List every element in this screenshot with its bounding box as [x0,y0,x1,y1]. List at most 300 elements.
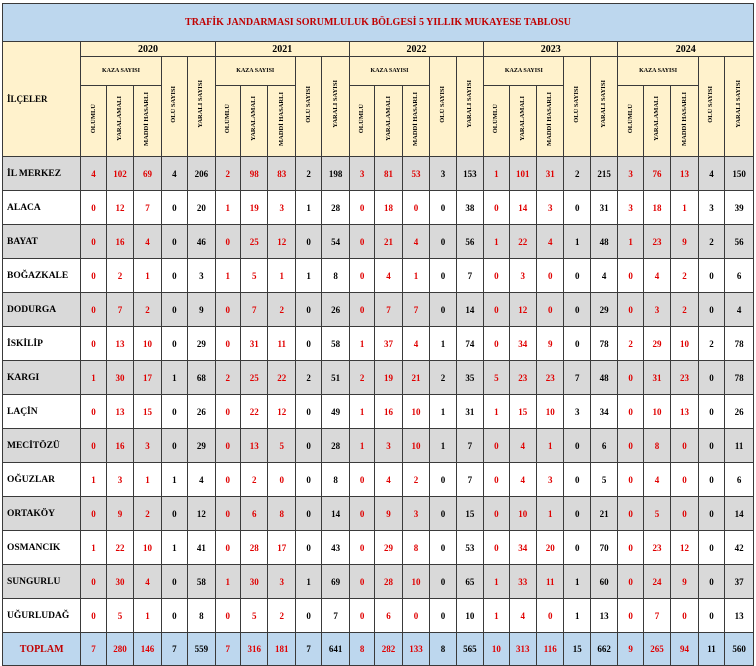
data-cell: 48 [590,361,617,395]
data-cell: 0 [564,259,590,293]
data-cell: 4 [537,225,564,259]
data-cell: 19 [241,191,268,225]
data-cell: 0 [564,293,590,327]
data-cell: 0 [618,293,643,327]
data-cell: 5 [268,429,295,463]
data-cell: 10 [537,395,564,429]
data-cell: 4 [509,429,536,463]
accident-type-header [106,86,133,157]
data-cell: 662 [590,633,617,666]
data-cell: 0 [671,463,698,497]
table-row [3,395,754,429]
data-cell: 0 [215,327,240,361]
data-cell: 0 [618,531,643,565]
data-cell: 3 [268,565,295,599]
header-label: MADDİ HASARLI [546,91,554,146]
data-cell: 0 [215,497,240,531]
injured-count-header [590,57,617,157]
data-cell: 0 [161,259,187,293]
data-cell: 2 [241,463,268,497]
data-cell: 34 [509,531,536,565]
data-cell: 29 [188,429,215,463]
data-cell: 0 [161,599,187,633]
data-cell: 0 [349,531,374,565]
data-cell: 0 [698,463,724,497]
data-cell: 14 [725,497,754,531]
data-cell: 19 [375,361,402,395]
data-cell: 53 [402,157,429,191]
comparison-table-container [2,3,754,659]
header-label: MADDİ HASARLI [277,91,285,146]
data-cell: 1 [484,395,509,429]
data-cell: 10 [402,565,429,599]
data-cell: 25 [241,225,268,259]
data-cell: 1 [81,531,106,565]
data-cell: 0 [618,361,643,395]
header-label: ÖLÜMLÜ [89,103,97,134]
data-cell: 25 [241,361,268,395]
data-cell: 2 [295,361,321,395]
data-cell: 0 [618,259,643,293]
data-cell: 0 [671,497,698,531]
accident-type-header [268,86,295,157]
data-cell: 21 [590,497,617,531]
death-count-header [564,57,590,157]
accident-count-header: KAZA SAYISI [349,57,429,86]
data-cell: 0 [698,497,724,531]
data-cell: 316 [241,633,268,666]
death-count-header [295,57,321,157]
data-cell: 3 [134,429,161,463]
data-cell: 1 [430,327,456,361]
data-cell: 198 [322,157,349,191]
data-cell: 0 [268,463,295,497]
data-cell: 37 [725,565,754,599]
data-cell: 116 [537,633,564,666]
district-name: DODURGA [3,293,81,327]
data-cell: 4 [134,225,161,259]
data-cell: 0 [295,225,321,259]
data-cell: 31 [590,191,617,225]
data-cell: 58 [322,327,349,361]
data-cell: 5 [484,361,509,395]
data-cell: 559 [188,633,215,666]
data-cell: 13 [590,599,617,633]
data-cell: 13 [106,327,133,361]
data-cell: 48 [590,225,617,259]
data-cell: 1 [134,259,161,293]
data-cell: 76 [643,157,670,191]
data-cell: 28 [322,191,349,225]
data-cell: 0 [81,293,106,327]
data-cell: 11 [268,327,295,361]
data-cell: 1 [215,259,240,293]
data-cell: 15 [509,395,536,429]
data-cell: 0 [618,463,643,497]
header-label: YARALI SAYISI [465,80,473,128]
data-cell: 13 [241,429,268,463]
data-cell: 1 [134,599,161,633]
data-cell: 0 [161,327,187,361]
table-row [3,191,754,225]
data-cell: 23 [537,361,564,395]
data-cell: 23 [509,361,536,395]
data-cell: 0 [537,599,564,633]
data-cell: 1 [81,361,106,395]
data-cell: 31 [456,395,483,429]
header-label: YARALI SAYISI [331,80,339,128]
data-cell: 4 [643,259,670,293]
data-cell: 0 [215,225,240,259]
data-cell: 0 [430,599,456,633]
data-cell: 3 [537,191,564,225]
data-cell: 3 [564,395,590,429]
data-cell: 4 [81,157,106,191]
data-cell: 7 [161,633,187,666]
data-cell: 3 [698,191,724,225]
accident-type-header [375,86,402,157]
data-cell: 51 [322,361,349,395]
accident-type-header [509,86,536,157]
data-cell: 5 [241,259,268,293]
data-cell: 0 [698,259,724,293]
data-cell: 1 [484,157,509,191]
data-cell: 0 [81,395,106,429]
data-cell: 30 [106,565,133,599]
data-cell: 2 [430,361,456,395]
data-cell: 181 [268,633,295,666]
data-cell: 35 [456,361,483,395]
data-cell: 9 [671,565,698,599]
accident-type-header [81,86,106,157]
data-cell: 8 [349,633,374,666]
data-cell: 1 [349,429,374,463]
injured-count-header [456,57,483,157]
data-cell: 0 [671,429,698,463]
data-cell: 0 [81,599,106,633]
data-cell: 9 [671,225,698,259]
data-cell: 28 [241,531,268,565]
data-cell: 0 [430,225,456,259]
data-cell: 0 [564,531,590,565]
data-cell: 14 [322,497,349,531]
year-header: 2024 [618,42,754,57]
data-cell: 16 [375,395,402,429]
data-cell: 7 [215,633,240,666]
data-cell: 10 [484,633,509,666]
data-cell: 0 [698,429,724,463]
data-cell: 0 [295,599,321,633]
table-row [3,293,754,327]
data-cell: 0 [430,259,456,293]
data-cell: 0 [215,429,240,463]
data-cell: 30 [241,565,268,599]
data-cell: 150 [725,157,754,191]
data-cell: 12 [106,191,133,225]
data-cell: 7 [375,293,402,327]
data-cell: 23 [671,361,698,395]
data-cell: 153 [456,157,483,191]
data-cell: 0 [161,497,187,531]
data-cell: 0 [295,463,321,497]
data-cell: 69 [322,565,349,599]
data-cell: 0 [564,191,590,225]
year-header: 2023 [484,42,618,57]
accident-count-header: KAZA SAYISI [215,57,295,86]
data-cell: 4 [643,463,670,497]
data-cell: 12 [268,225,295,259]
data-cell: 0 [698,531,724,565]
data-cell: 42 [725,531,754,565]
data-cell: 1 [295,565,321,599]
data-cell: 0 [161,565,187,599]
data-cell: 3 [618,157,643,191]
data-cell: 31 [537,157,564,191]
data-cell: 26 [322,293,349,327]
data-cell: 0 [161,429,187,463]
data-cell: 56 [456,225,483,259]
district-name: SUNGURLU [3,565,81,599]
data-cell: 0 [430,293,456,327]
data-cell: 0 [564,327,590,361]
table-row [3,463,754,497]
data-cell: 2 [106,259,133,293]
data-cell: 2 [698,225,724,259]
accident-type-header [215,86,240,157]
data-cell: 10 [456,599,483,633]
data-cell: 1 [349,395,374,429]
data-cell: 0 [618,395,643,429]
header-label: YARALI SAYISI [600,80,608,128]
data-cell: 565 [456,633,483,666]
data-cell: 0 [484,327,509,361]
data-cell: 58 [188,565,215,599]
data-cell: 34 [590,395,617,429]
data-cell: 6 [725,463,754,497]
data-cell: 29 [375,531,402,565]
table-title: TRAFİK JANDARMASI SORUMLULUK BÖLGESİ 5 YILLIK MUKAYESE TABLOSU [3,4,754,42]
table-row [3,157,754,191]
data-cell: 4 [375,463,402,497]
data-cell: 2 [268,293,295,327]
data-cell: 0 [349,225,374,259]
data-cell: 7 [81,633,106,666]
data-cell: 3 [268,191,295,225]
data-cell: 14 [456,293,483,327]
data-cell: 2 [671,293,698,327]
data-cell: 15 [564,633,590,666]
data-cell: 17 [134,361,161,395]
data-cell: 8 [430,633,456,666]
table-row [3,225,754,259]
data-cell: 5 [643,497,670,531]
data-cell: 2 [134,497,161,531]
data-cell: 22 [106,531,133,565]
data-cell: 0 [484,497,509,531]
data-cell: 21 [375,225,402,259]
data-cell: 8 [643,429,670,463]
data-cell: 5 [241,599,268,633]
data-cell: 0 [81,565,106,599]
data-cell: 10 [643,395,670,429]
data-cell: 0 [349,293,374,327]
data-cell: 21 [402,361,429,395]
data-cell: 5 [106,599,133,633]
data-cell: 0 [215,463,240,497]
data-cell: 94 [671,633,698,666]
table-row [3,531,754,565]
data-cell: 10 [671,327,698,361]
data-cell: 78 [725,361,754,395]
data-cell: 68 [188,361,215,395]
data-cell: 8 [268,497,295,531]
data-cell: 31 [643,361,670,395]
data-cell: 28 [375,565,402,599]
district-name: LAÇİN [3,395,81,429]
data-cell: 2 [134,293,161,327]
data-cell: 2 [215,157,240,191]
data-cell: 0 [295,395,321,429]
data-cell: 22 [509,225,536,259]
data-cell: 0 [81,225,106,259]
data-cell: 0 [161,191,187,225]
table-row [3,429,754,463]
data-cell: 0 [484,293,509,327]
data-cell: 1 [295,259,321,293]
data-cell: 69 [134,157,161,191]
data-cell: 14 [509,191,536,225]
data-cell: 3 [509,259,536,293]
district-name: İL MERKEZ [3,157,81,191]
data-cell: 0 [430,531,456,565]
data-cell: 0 [430,191,456,225]
data-cell: 0 [161,225,187,259]
data-cell: 0 [698,293,724,327]
data-cell: 18 [375,191,402,225]
data-cell: 101 [509,157,536,191]
data-cell: 0 [295,497,321,531]
data-cell: 0 [349,463,374,497]
district-name: ALACA [3,191,81,225]
district-name: BOĞAZKALE [3,259,81,293]
year-header: 2020 [81,42,215,57]
data-cell: 78 [590,327,617,361]
data-cell: 9 [106,497,133,531]
data-cell: 0 [537,259,564,293]
header-label: ÖLÜMLÜ [626,103,634,134]
data-cell: 0 [295,293,321,327]
injured-count-header [322,57,349,157]
accident-type-header [349,86,374,157]
data-cell: 54 [322,225,349,259]
data-cell: 9 [188,293,215,327]
accident-type-header [402,86,429,157]
data-cell: 0 [698,361,724,395]
district-name: İSKİLİP [3,327,81,361]
data-cell: 4 [402,327,429,361]
header-label: YARALAMALI [653,96,661,141]
data-cell: 133 [402,633,429,666]
data-cell: 0 [430,565,456,599]
data-cell: 15 [456,497,483,531]
data-cell: 3 [643,293,670,327]
header-label: YARALAMALI [384,96,392,141]
header-label: ÖLÜMLÜ [223,103,231,134]
data-cell: 4 [375,259,402,293]
data-cell: 7 [241,293,268,327]
data-cell: 0 [484,429,509,463]
data-cell: 41 [188,531,215,565]
table-row [3,565,754,599]
data-cell: 6 [375,599,402,633]
year-header: 2021 [215,42,349,57]
data-cell: 81 [375,157,402,191]
accident-type-header [241,86,268,157]
data-cell: 37 [375,327,402,361]
data-cell: 2 [618,327,643,361]
data-cell: 1 [430,429,456,463]
data-cell: 1 [537,497,564,531]
data-cell: 0 [564,463,590,497]
data-cell: 7 [134,191,161,225]
data-cell: 23 [643,225,670,259]
data-cell: 6 [590,429,617,463]
data-cell: 1 [564,565,590,599]
data-cell: 20 [537,531,564,565]
data-cell: 53 [456,531,483,565]
data-cell: 1 [134,463,161,497]
data-cell: 4 [509,599,536,633]
data-cell: 38 [456,191,483,225]
data-cell: 10 [402,429,429,463]
header-label: YARALI SAYISI [735,80,743,128]
data-cell: 1 [484,599,509,633]
data-cell: 3 [430,157,456,191]
data-cell: 0 [564,497,590,531]
data-cell: 2 [268,599,295,633]
data-cell: 280 [106,633,133,666]
data-cell: 1 [402,259,429,293]
data-cell: 0 [698,565,724,599]
header-label: YARALAMALI [115,96,123,141]
header-label: YARALAMALI [250,96,258,141]
data-cell: 13 [671,395,698,429]
header-label: YARALAMALI [518,96,526,141]
data-cell: 0 [215,293,240,327]
data-cell: 0 [671,599,698,633]
data-cell: 1 [161,531,187,565]
data-cell: 23 [643,531,670,565]
data-cell: 12 [268,395,295,429]
data-cell: 7 [456,429,483,463]
header-label: MADDİ HASARLI [143,91,151,146]
data-cell: 0 [295,429,321,463]
year-header: 2022 [349,42,483,57]
data-cell: 0 [698,395,724,429]
injured-count-header [188,57,215,157]
accident-type-header [671,86,698,157]
data-cell: 2 [671,259,698,293]
header-label: ÖLÜ SAYISI [573,85,581,123]
data-cell: 70 [590,531,617,565]
data-cell: 265 [643,633,670,666]
data-cell: 3 [106,463,133,497]
data-cell: 0 [618,429,643,463]
data-cell: 1 [484,225,509,259]
table-row [3,497,754,531]
data-cell: 560 [725,633,754,666]
data-cell: 0 [215,395,240,429]
